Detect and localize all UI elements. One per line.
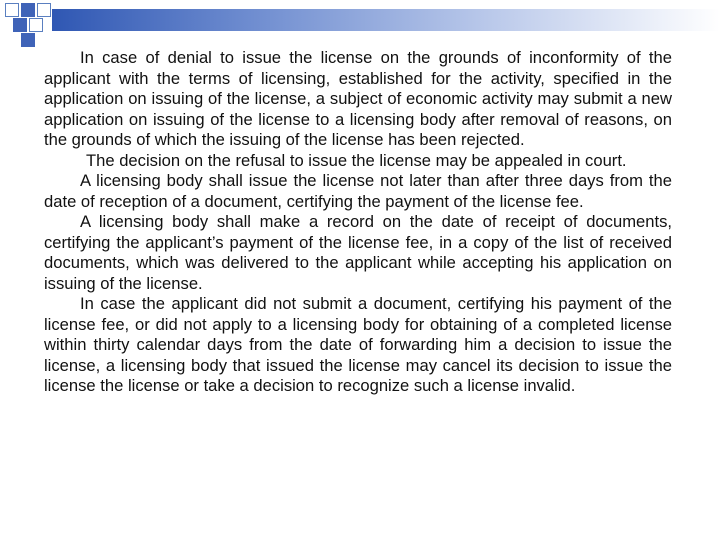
decorative-square-icon	[29, 18, 43, 32]
decorative-square-icon	[21, 3, 35, 17]
decorative-square-icon	[21, 33, 35, 47]
header-banner	[52, 9, 720, 31]
decorative-square-icon	[5, 3, 19, 17]
paragraph-issue-deadline: A licensing body shall issue the license not later than after three days from the date of reception of a document, certifying the payment of the license fee.	[44, 171, 672, 211]
paragraph-appeal: The decision on the refusal to issue the license may be appealed in court.	[86, 150, 627, 170]
paragraph-record: A licensing body shall make a record on the date of receipt of documents, certifying the applicant’s payment of the license fee, in a copy of the list of received documents, which was delivered to the applicant while accepting his application on issuing of the license.	[44, 212, 672, 293]
decorative-square-icon	[37, 3, 51, 17]
slide-body	[44, 48, 672, 397]
paragraph-cancellation: In case the applicant did not submit a document, certifying his payment of the license fee, or did not apply to a licensing body for obtaining of a completed license within thirty calendar days from the date of forwarding him a decision to issue the license, a licensing body that issued the license may cancel its decision to issue the license the license or take a decision to recognize such a license invalid.	[44, 294, 672, 395]
decorative-square-icon	[13, 18, 27, 32]
paragraph-denial: In case of denial to issue the license on the grounds of inconformity of the applicant with the terms of licensing, established for the activity, specified in the application on issuing of the license, a subject of economic activity may submit a new application on issuing of the license to a licensing body after removal of reasons, on the grounds of which the issuing of the license has been rejected.	[44, 48, 672, 149]
